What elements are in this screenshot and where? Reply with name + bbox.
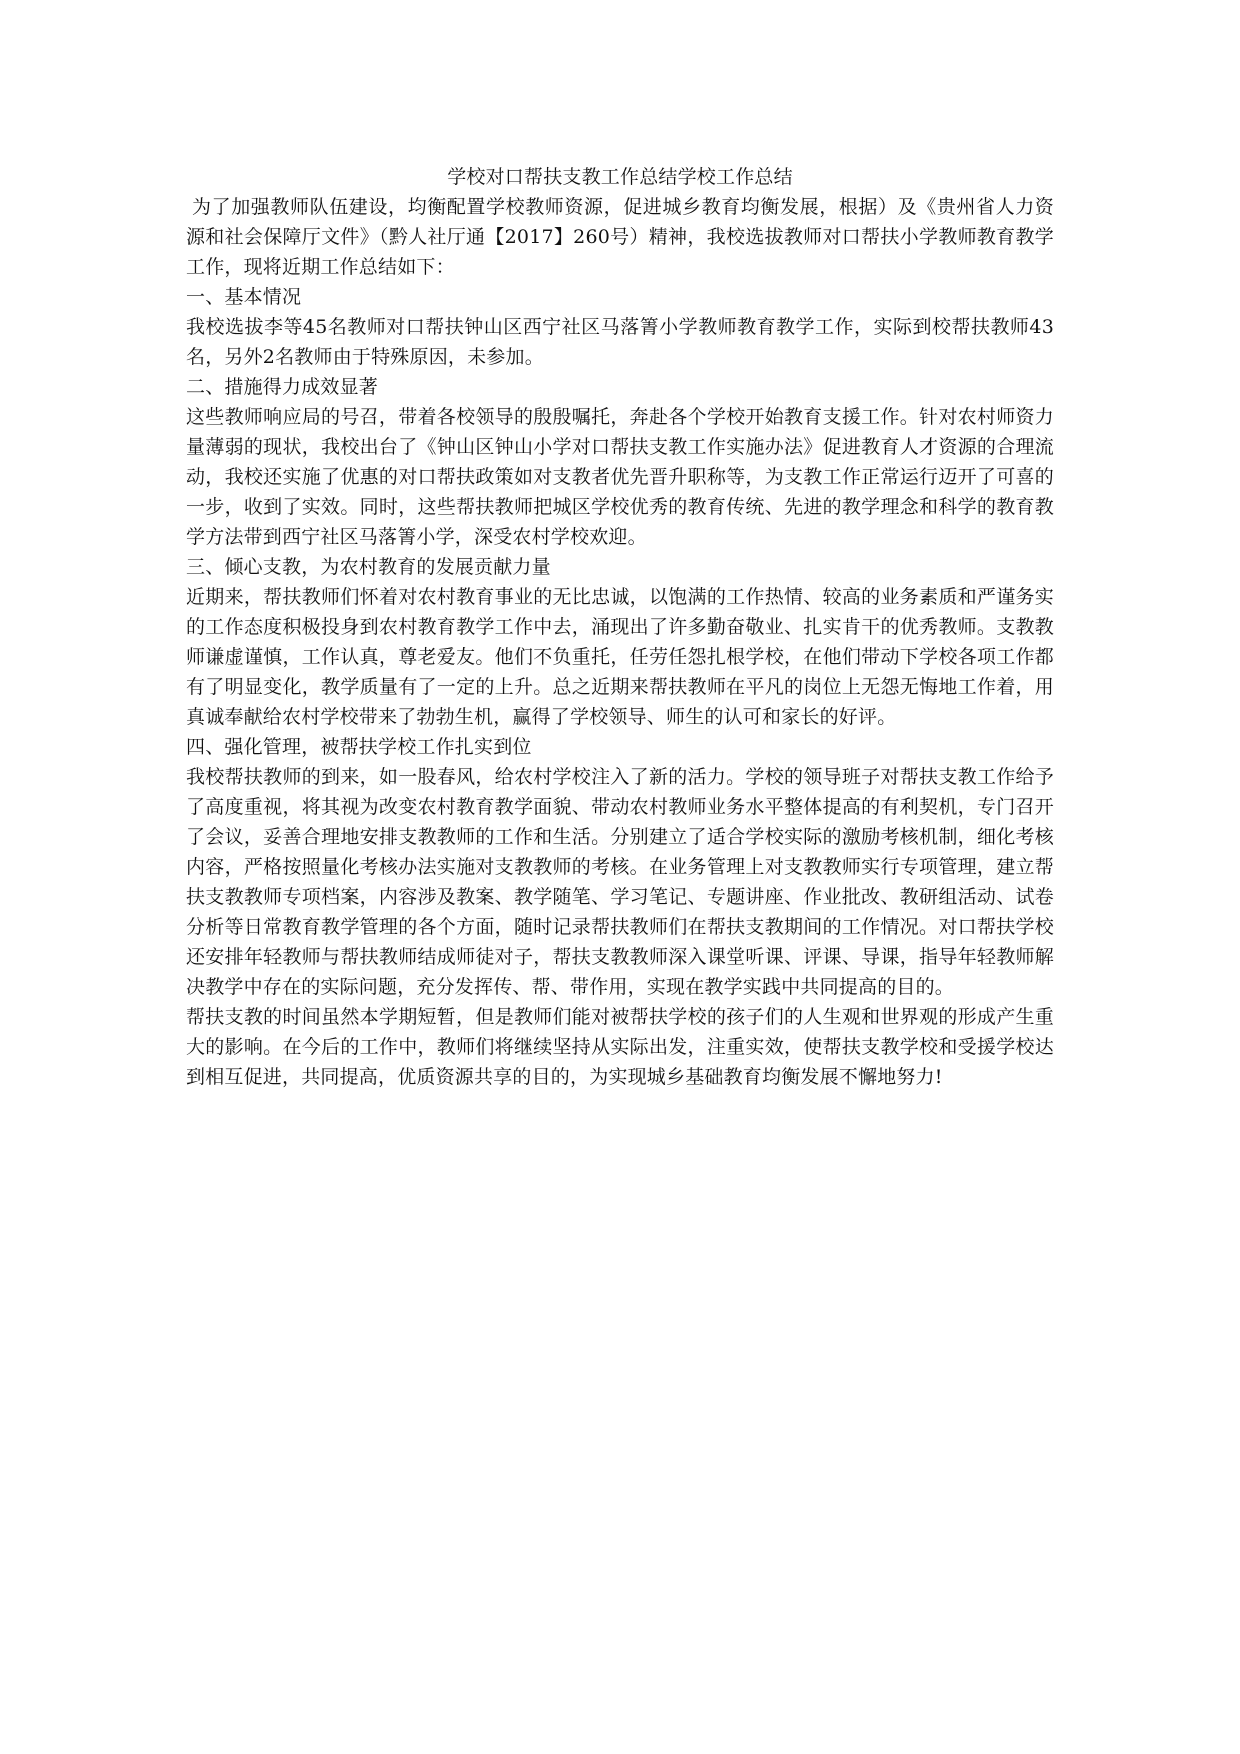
section-basic-situation	[186, 282, 1054, 372]
intro-paragraph: 为了加强教师队伍建设，均衡配置学校教师资源，促进城乡教育均衡发展，根据）及《贵州省人力资源和社会保障厅文件》（黔人社厅通【2017】260号）精神，我校选拔教师对口帮扶小学教师教育教学工作，现将近期工作总结如下：	[186, 196, 1054, 278]
section-heading: 一、基本情况	[186, 286, 302, 308]
section-heading: 二、措施得力成效显著	[186, 376, 379, 398]
section-heading: 四、强化管理，被帮扶学校工作扎实到位	[186, 736, 532, 758]
document-body	[186, 162, 1054, 1092]
section-measures	[186, 372, 1054, 552]
section-heading: 三、倾心支教，为农村教育的发展贡献力量	[186, 556, 551, 578]
section-management	[186, 732, 1054, 1092]
document-title: 学校对口帮扶支教工作总结学校工作总结	[447, 166, 793, 188]
section-paragraph: 近期来，帮扶教师们怀着对农村教育事业的无比忠诚，以饱满的工作热情、较高的业务素质和严谨务实的工作态度积极投身到农村教育教学工作中去，涌现出了许多勤奋敬业、扎实肯干的优秀教师。支教教师谦虚谨慎，工作认真，尊老爱友。他们不负重托，任劳任怨扎根学校，在他们带动下学校各项工作都有了明显变化，教学质量有了一定的上升。总之近期来帮扶教师在平凡的岗位上无怨无悔地工作着，用真诚奉献给农村学校带来了勃勃生机，赢得了学校领导、师生的认可和家长的好评。	[186, 586, 1054, 728]
section-dedication	[186, 552, 1054, 732]
closing-paragraph: 帮扶支教的时间虽然本学期短暂，但是教师们能对被帮扶学校的孩子们的人生观和世界观的形成产生重大的影响。在今后的工作中，教师们将继续坚持从实际出发，注重实效，使帮扶支教学校和受援学校达到相互促进，共同提高，优质资源共享的目的，为实现城乡基础教育均衡发展不懈地努力!	[186, 1006, 1054, 1088]
section-paragraph: 我校选拔李等45名教师对口帮扶钟山区西宁社区马落箐小学教师教育教学工作，实际到校帮扶教师43名，另外2名教师由于特殊原因，未参加。	[186, 316, 1054, 368]
section-paragraph: 我校帮扶教师的到来，如一股春风，给农村学校注入了新的活力。学校的领导班子对帮扶支教工作给予了高度重视，将其视为改变农村教育教学面貌、带动农村教师业务水平整体提高的有利契机，专门召开了会议，妥善合理地安排支教教师的工作和生活。分别建立了适合学校实际的激励考核机制，细化考核内容，严格按照量化考核办法实施对支教教师的考核。在业务管理上对支教教师实行专项管理，建立帮扶支教教师专项档案，内容涉及教案、教学随笔、学习笔记、专题讲座、作业批改、教研组活动、试卷分析等日常教育教学管理的各个方面，随时记录帮扶教师们在帮扶支教期间的工作情况。对口帮扶学校还安排年轻教师与帮扶教师结成师徒对子，帮扶支教教师深入课堂听课、评课、导课，指导年轻教师解决教学中存在的实际问题，充分发挥传、帮、带作用，实现在教学实践中共同提高的目的。	[186, 766, 1054, 998]
section-paragraph: 这些教师响应局的号召，带着各校领导的殷殷嘱托，奔赴各个学校开始教育支援工作。针对农村师资力量薄弱的现状，我校出台了《钟山区钟山小学对口帮扶支教工作实施办法》促进教育人才资源的合理流动，我校还实施了优惠的对口帮扶政策如对支教者优先晋升职称等，为支教工作正常运行迈开了可喜的一步，收到了实效。同时，这些帮扶教师把城区学校优秀的教育传统、先进的教学理念和科学的教育教学方法带到西宁社区马落箐小学，深受农村学校欢迎。	[186, 406, 1054, 548]
